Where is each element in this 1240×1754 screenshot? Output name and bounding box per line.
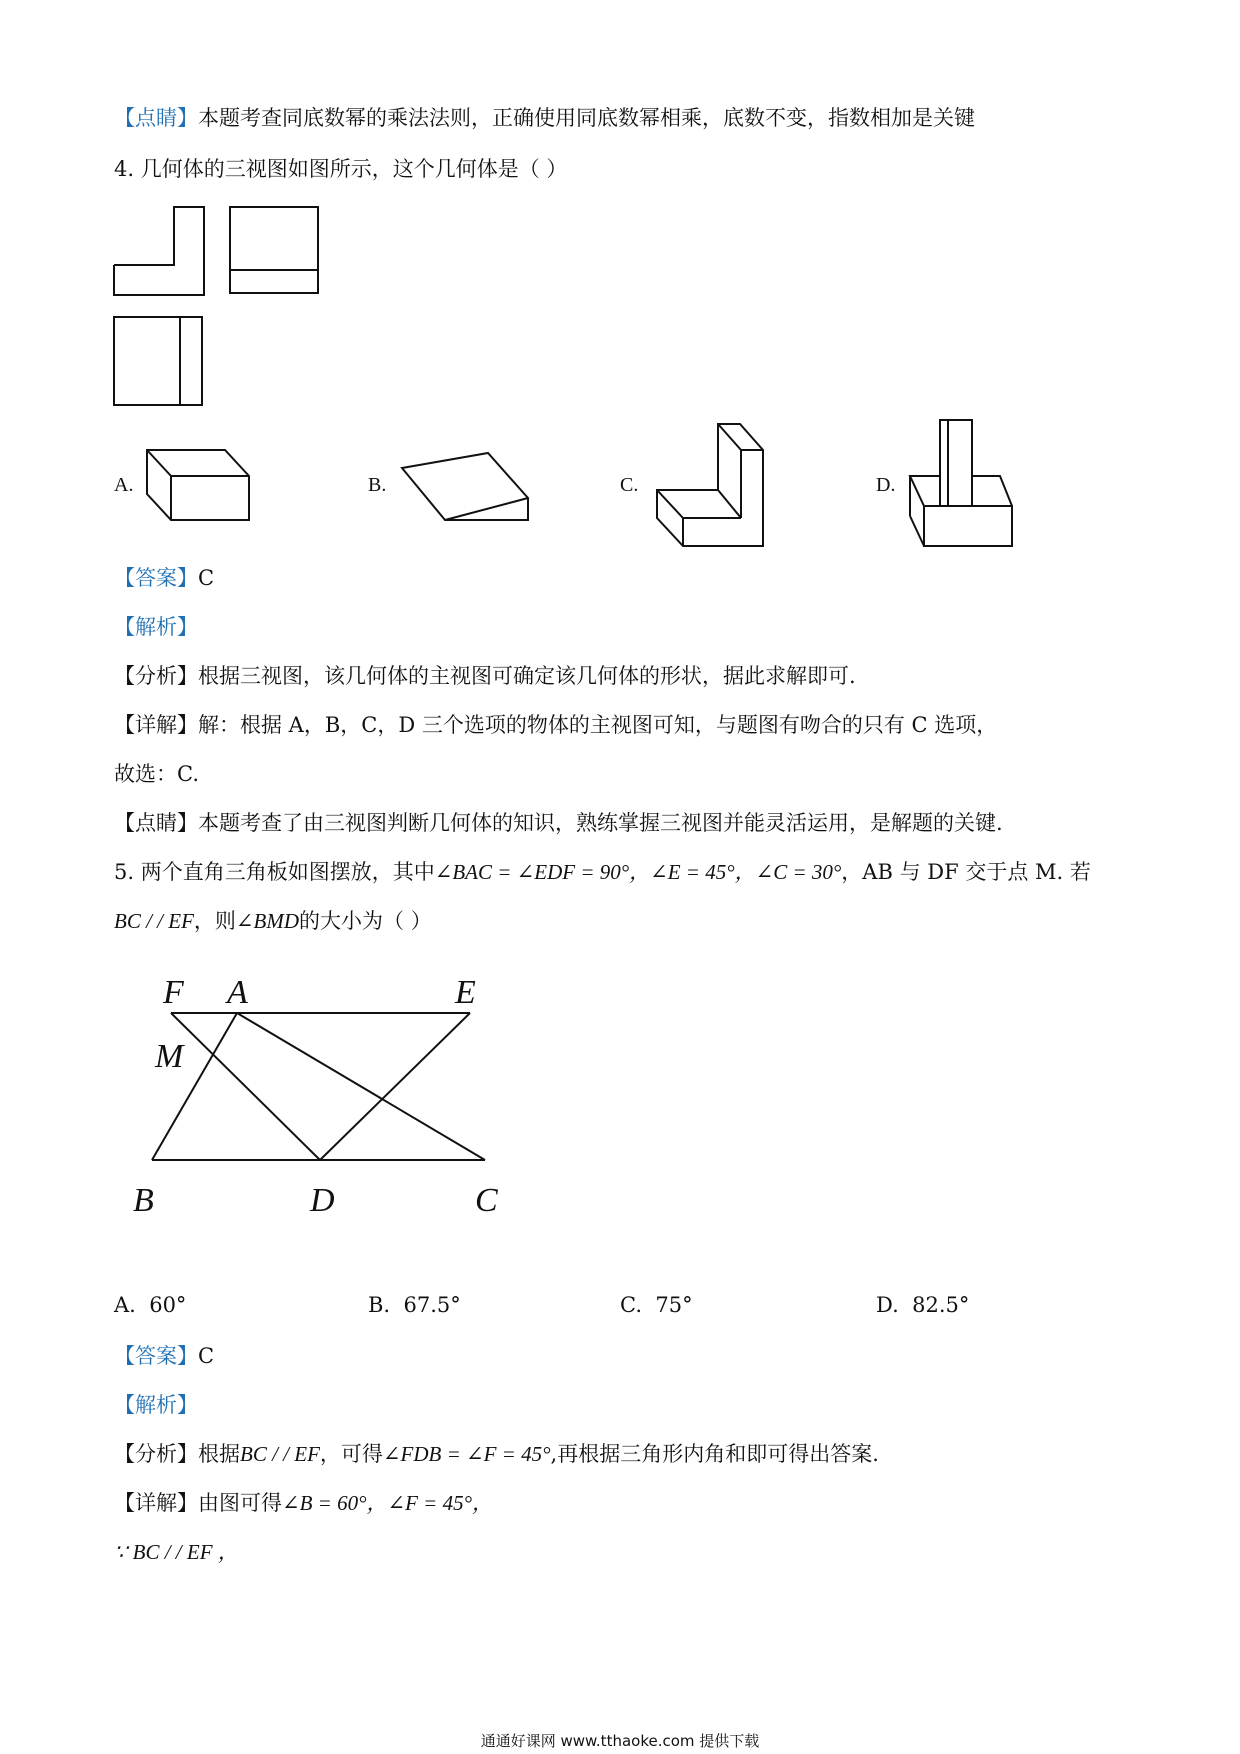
q4-answer-line xyxy=(114,564,214,592)
answer-value: C xyxy=(198,566,215,590)
q4-comment-line xyxy=(114,809,1003,837)
since-math: ∵ BC / / EF ， xyxy=(114,1540,239,1564)
q4-option-d-figure xyxy=(908,418,1028,553)
top-view xyxy=(114,317,202,405)
point-F-label: F xyxy=(163,974,184,1011)
option-value: 82.5° xyxy=(912,1293,970,1317)
analysis-text: ，可得 xyxy=(319,1442,383,1466)
side-view xyxy=(230,207,318,293)
answer-tag: 【答案】 xyxy=(114,566,198,590)
stem-math-angles: ∠BAC = ∠EDF = 90°，∠E = 45°，∠C = 30° xyxy=(434,860,842,884)
q5-stem-line1 xyxy=(114,858,1091,886)
q5-option-c xyxy=(620,1291,693,1319)
q4-option-a-label: A. xyxy=(114,474,134,496)
q4-conclusion: 故选：C. xyxy=(114,762,199,786)
stem-math-angle: ∠BMD xyxy=(235,909,300,933)
analysis-text: 根据 xyxy=(198,1442,240,1466)
q4-analysis-line xyxy=(114,662,856,690)
option-label: D. xyxy=(876,1293,899,1317)
analysis-text: 根据三视图，该几何体的主视图可确定该几何体的形状，据此求解即可. xyxy=(198,664,856,688)
q4-stem: 4. 几何体的三视图如图所示，这个几何体是（ ） xyxy=(114,157,568,181)
stem-text: ，AB 与 DF 交于点 M. 若 xyxy=(841,860,1091,884)
option-value: 67.5° xyxy=(403,1293,461,1317)
q5-option-d xyxy=(876,1291,969,1319)
q4-option-c-figure xyxy=(655,422,795,552)
detail-tag: 【详解】 xyxy=(114,713,198,737)
stem-text: 的大小为（ ） xyxy=(299,909,432,933)
q4-three-view-figure xyxy=(112,205,312,405)
comment-tag: 【点睛】 xyxy=(114,811,198,835)
q5-option-b xyxy=(368,1291,461,1319)
q4-option-d-label: D. xyxy=(876,474,896,496)
option-value: 75° xyxy=(655,1293,693,1317)
q5-option-a xyxy=(114,1291,186,1319)
option-label: A. xyxy=(114,1293,136,1317)
stem-text: 5. 两个直角三角板如图摆放，其中 xyxy=(114,860,435,884)
comment-text: 本题考查同底数幂的乘法法则，正确使用同底数幂相乘，底数不变，指数相加是关键 xyxy=(198,106,975,130)
q5-since-line xyxy=(114,1538,239,1566)
analysis-tag2: 【分析】 xyxy=(114,664,198,688)
front-view xyxy=(114,207,204,295)
point-D-label: D xyxy=(310,1182,335,1219)
q5-detail-line xyxy=(114,1489,493,1517)
q4-option-b-label: B. xyxy=(368,474,387,496)
detail-math: ∠B = 60°，∠F = 45°， xyxy=(282,1491,493,1515)
q4-option-a-figure xyxy=(145,448,255,528)
point-A-label: A xyxy=(227,974,248,1011)
q4-analysis-tag xyxy=(114,613,198,641)
point-M-label: M xyxy=(155,1038,184,1075)
option-value: 60° xyxy=(149,1293,187,1317)
analysis-text: ,再根据三角形内角和即可得出答案. xyxy=(550,1442,879,1466)
answer-tag: 【答案】 xyxy=(114,1344,198,1368)
analysis-tag: 【解析】 xyxy=(114,1393,198,1417)
option-label: B. xyxy=(368,1293,391,1317)
q4-detail-line xyxy=(114,711,997,739)
option-label: C. xyxy=(620,1293,642,1317)
stem-math-parallel: BC / / EF xyxy=(114,909,194,933)
q4-option-b-figure xyxy=(400,448,530,528)
comment-tag: 【点睛】 xyxy=(114,106,198,130)
analysis-math: ∠FDB = ∠F = 45° xyxy=(382,1442,551,1466)
q5-stem-line2 xyxy=(114,907,432,935)
q4-option-c-label: C. xyxy=(620,474,639,496)
detail-text: 解：根据 A，B，C，D 三个选项的物体的主视图可知，与题图有吻合的只有 C 选项， xyxy=(198,713,998,737)
detail-tag: 【详解】 xyxy=(114,1491,198,1515)
analysis-math: BC / / EF xyxy=(240,1442,320,1466)
analysis-tag: 【解析】 xyxy=(114,615,198,639)
point-C-label: C xyxy=(475,1182,498,1219)
q5-triangle-figure xyxy=(125,974,505,1219)
q5-analysis-line xyxy=(114,1440,879,1468)
answer-value: C xyxy=(198,1344,215,1368)
q5-answer-line xyxy=(114,1342,214,1370)
page-footer: 通通好课网 www.tthaoke.com 提供下载 xyxy=(480,1732,760,1750)
comment-text: 本题考查了由三视图判断几何体的知识，熟练掌握三视图并能灵活运用，是解题的关键. xyxy=(198,811,1003,835)
detail-text: 由图可得 xyxy=(198,1491,282,1515)
stem-text: ，则 xyxy=(193,909,236,933)
analysis-tag2: 【分析】 xyxy=(114,1442,198,1466)
q3-comment-line xyxy=(114,104,975,132)
point-E-label: E xyxy=(455,974,476,1011)
q5-analysis-tag xyxy=(114,1391,198,1419)
point-B-label: B xyxy=(133,1182,154,1219)
